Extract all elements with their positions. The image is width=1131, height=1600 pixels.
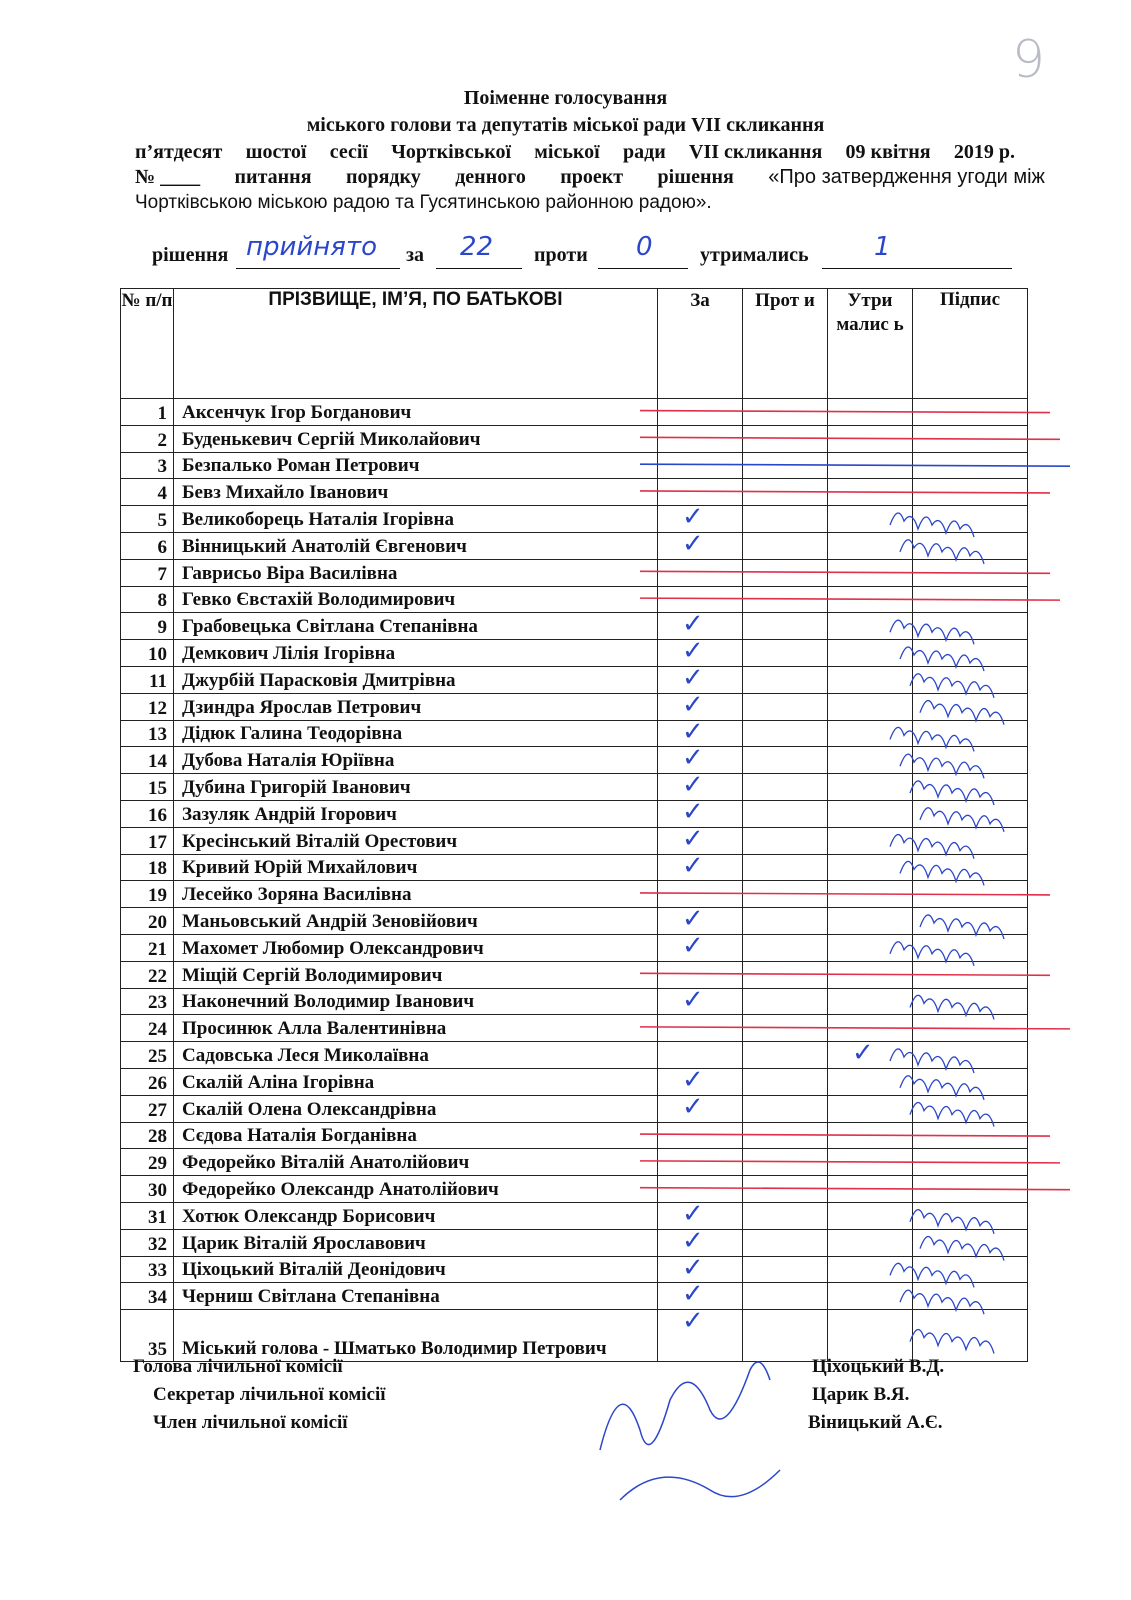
signature-cell — [913, 854, 1028, 881]
row-number: 29 — [121, 1149, 174, 1176]
vote-abstained-cell — [828, 961, 913, 988]
vote-against-cell — [743, 506, 828, 533]
deputy-name: Великоборець Наталія Ігорівна — [174, 506, 658, 533]
row-number: 35 — [121, 1310, 174, 1362]
agenda-word: денного — [455, 166, 526, 188]
row-number: 11 — [121, 666, 174, 693]
document-subtitle: міського голови та депутатів міської ради VII скликання — [306, 114, 825, 136]
header-number: № п/п — [121, 289, 174, 399]
deputy-name: Безпалько Роман Петрович — [174, 452, 658, 479]
vote-against-cell — [743, 425, 828, 452]
vote-abstained-cell — [828, 1283, 913, 1310]
check-mark-icon: ✓ — [682, 930, 704, 961]
vote-abstained-cell — [828, 559, 913, 586]
vote-against-cell — [743, 934, 828, 961]
vote-for-cell — [658, 452, 743, 479]
header-name: ПРІЗВИЩЕ, ІМ’Я, ПО БАТЬКОВІ — [174, 289, 658, 399]
row-number: 10 — [121, 640, 174, 667]
deputy-name: Джурбій Парасковія Дмитрівна — [174, 666, 658, 693]
for-value: 22 — [460, 232, 494, 262]
vote-for-cell — [658, 1149, 743, 1176]
vote-abstained-cell — [828, 399, 913, 426]
check-mark-icon: ✓ — [682, 823, 704, 854]
signature-cell — [913, 988, 1028, 1015]
row-number: 19 — [121, 881, 174, 908]
table-row — [121, 452, 1028, 479]
session-word: сесії — [329, 141, 368, 163]
vote-against-cell — [743, 774, 828, 801]
check-mark-icon: ✓ — [682, 904, 704, 935]
agenda-line — [135, 166, 1045, 189]
row-number: 26 — [121, 1068, 174, 1095]
vote-abstained-cell — [828, 854, 913, 881]
vote-against-cell — [743, 666, 828, 693]
signature-cell — [913, 1042, 1028, 1069]
page-number: 9 — [1012, 30, 1046, 90]
table-row — [121, 479, 1028, 506]
vote-abstained-cell — [828, 827, 913, 854]
row-number: 21 — [121, 934, 174, 961]
table-row — [121, 506, 1028, 533]
signature-cell — [913, 1149, 1028, 1176]
commission-signature — [600, 1362, 780, 1500]
deputy-name: Просинюк Алла Валентинівна — [174, 1015, 658, 1042]
vote-against-cell — [743, 1229, 828, 1256]
vote-against-cell — [743, 881, 828, 908]
deputy-name: Ціхоцький Віталій Деонідович — [174, 1256, 658, 1283]
session-year: 2019 р. — [953, 141, 1015, 163]
row-number: 12 — [121, 693, 174, 720]
vote-abstained-cell — [828, 988, 913, 1015]
vote-abstained-cell — [828, 532, 913, 559]
signature-cell — [913, 399, 1028, 426]
signature-cell — [913, 800, 1028, 827]
row-number: 13 — [121, 720, 174, 747]
vote-abstained-cell — [828, 720, 913, 747]
signature-cell — [913, 774, 1028, 801]
deputy-name: Міщій Сергій Володимирович — [174, 961, 658, 988]
abstained-blank — [822, 268, 1012, 269]
signature-cell — [913, 613, 1028, 640]
session-word: шостої — [245, 141, 307, 163]
vote-abstained-cell — [828, 586, 913, 613]
deputy-name: Бевз Михайло Іванович — [174, 479, 658, 506]
vote-abstained-cell — [828, 1095, 913, 1122]
table-row — [121, 800, 1028, 827]
row-number: 20 — [121, 908, 174, 935]
signature-cell — [913, 559, 1028, 586]
signature-cell — [913, 1095, 1028, 1122]
vote-abstained-cell — [828, 908, 913, 935]
deputy-name: Федорейко Віталій Анатолійович — [174, 1149, 658, 1176]
session-line — [135, 141, 1015, 164]
abstained-label: утримались — [700, 244, 809, 266]
row-number: 2 — [121, 425, 174, 452]
agenda-word: проект — [560, 166, 624, 188]
vote-against-cell — [743, 452, 828, 479]
commission-member-label: Член лічильної комісії — [153, 1412, 348, 1433]
table-row — [121, 1229, 1028, 1256]
table-row — [121, 988, 1028, 1015]
table-row — [121, 1095, 1028, 1122]
table-row — [121, 1202, 1028, 1229]
deputy-name: Вінницький Анатолій Євгенович — [174, 532, 658, 559]
deputy-name: Скалій Олена Олександрівна — [174, 1095, 658, 1122]
document-title: Поіменне голосування — [463, 87, 668, 109]
signature-cell — [913, 720, 1028, 747]
session-word: VII скликання — [689, 141, 823, 163]
check-mark-icon: ✓ — [682, 743, 704, 774]
session-word: ради — [623, 141, 666, 163]
row-number: 1 — [121, 399, 174, 426]
vote-abstained-cell — [828, 693, 913, 720]
vote-for-cell — [658, 528, 743, 559]
row-number: 6 — [121, 532, 174, 559]
vote-against-cell — [743, 827, 828, 854]
signature-cell — [913, 666, 1028, 693]
vote-abstained-cell — [828, 425, 913, 452]
vote-against-cell — [743, 1283, 828, 1310]
session-word: міської — [534, 141, 600, 163]
vote-for-cell — [658, 1122, 743, 1149]
vote-for-cell — [658, 850, 743, 881]
row-number: 24 — [121, 1015, 174, 1042]
check-mark-icon: ✓ — [682, 502, 704, 533]
table-row — [121, 774, 1028, 801]
vote-abstained-cell — [828, 1038, 913, 1069]
table-row — [121, 881, 1028, 908]
row-number: 4 — [121, 479, 174, 506]
deputy-name: Скалій Аліна Ігорівна — [174, 1068, 658, 1095]
decision-blank — [236, 268, 400, 269]
vote-against-cell — [743, 988, 828, 1015]
header-signature: Підпис — [913, 289, 1028, 399]
deputy-name: Демкович Лілія Ігорівна — [174, 640, 658, 667]
signature-cell — [913, 586, 1028, 613]
commission-secretary-label: Секретар лічильної комісії — [153, 1384, 386, 1405]
deputy-name: Гаврисьо Віра Василівна — [174, 559, 658, 586]
against-blank — [598, 268, 688, 269]
agenda-subject-continued: Чортківською міською радою та Гусятинською районною радою». — [135, 192, 712, 213]
check-mark-icon: ✓ — [682, 689, 704, 720]
signature-cell — [913, 934, 1028, 961]
deputy-name: Царик Віталій Ярославович — [174, 1229, 658, 1256]
signature-cell — [913, 961, 1028, 988]
vote-abstained-cell — [828, 506, 913, 533]
check-mark-icon: ✓ — [682, 1306, 704, 1337]
agenda-word: порядку — [345, 166, 421, 188]
vote-against-cell — [743, 532, 828, 559]
vote-abstained-cell — [828, 479, 913, 506]
check-mark-icon: ✓ — [682, 609, 704, 640]
row-number: 5 — [121, 506, 174, 533]
deputy-name: Дубина Григорій Іванович — [174, 774, 658, 801]
table-row — [121, 1310, 1028, 1362]
table-row — [121, 1122, 1028, 1149]
vote-abstained-cell — [828, 774, 913, 801]
row-number: 18 — [121, 854, 174, 881]
vote-for-cell — [658, 399, 743, 426]
check-mark-icon: ✓ — [682, 1279, 704, 1310]
table-row — [121, 1068, 1028, 1095]
table-row — [121, 399, 1028, 426]
vote-against-cell — [743, 613, 828, 640]
table-row — [121, 425, 1028, 452]
table-row — [121, 613, 1028, 640]
deputy-name: Махомет Любомир Олександрович — [174, 934, 658, 961]
vote-abstained-cell — [828, 747, 913, 774]
session-word: Чортківської — [391, 141, 512, 163]
check-mark-icon: ✓ — [682, 1252, 704, 1283]
vote-against-cell — [743, 1068, 828, 1095]
session-date: 09 квітня — [845, 141, 931, 163]
vote-against-cell — [743, 908, 828, 935]
vote-against-cell — [743, 854, 828, 881]
row-number: 8 — [121, 586, 174, 613]
table-row — [121, 1149, 1028, 1176]
table-row — [121, 1283, 1028, 1310]
vote-for-cell — [658, 1091, 743, 1122]
deputy-name: Буденькевич Сергій Миколайович — [174, 425, 658, 452]
vote-against-cell — [743, 961, 828, 988]
deputy-name: Грабовецька Світлана Степанівна — [174, 613, 658, 640]
deputy-name: Дзиндра Ярослав Петрович — [174, 693, 658, 720]
vote-against-cell — [743, 479, 828, 506]
vote-abstained-cell — [828, 1122, 913, 1149]
table-row — [121, 1042, 1028, 1069]
agenda-word: рішення — [657, 166, 734, 188]
row-number: 30 — [121, 1176, 174, 1203]
vote-against-cell — [743, 640, 828, 667]
signature-cell — [913, 1283, 1028, 1310]
decision-label: рішення — [152, 244, 229, 266]
for-label: за — [406, 244, 425, 266]
vote-against-cell — [743, 693, 828, 720]
vote-abstained-cell — [828, 452, 913, 479]
row-number: 17 — [121, 827, 174, 854]
vote-against-cell — [743, 720, 828, 747]
row-number: 34 — [121, 1283, 174, 1310]
vote-for-cell — [658, 984, 743, 1015]
deputy-name: Маньовський Андрій Зеновійович — [174, 908, 658, 935]
deputy-name: Аксенчук Ігор Богданович — [174, 399, 658, 426]
row-number: 22 — [121, 961, 174, 988]
table-row — [121, 559, 1028, 586]
row-number: 15 — [121, 774, 174, 801]
vote-against-cell — [743, 747, 828, 774]
deputy-name: Дідюк Галина Теодорівна — [174, 720, 658, 747]
check-mark-icon: ✓ — [682, 716, 704, 747]
check-mark-icon: ✓ — [682, 636, 704, 667]
vote-against-cell — [743, 1095, 828, 1122]
vote-abstained-cell — [828, 934, 913, 961]
check-mark-icon: ✓ — [682, 770, 704, 801]
vote-for-cell — [658, 1015, 743, 1042]
vote-abstained-cell — [828, 1229, 913, 1256]
table-row — [121, 908, 1028, 935]
deputy-name: Хотюк Олександр Борисович — [174, 1202, 658, 1229]
deputy-name: Черниш Світлана Степанівна — [174, 1283, 658, 1310]
row-number: 7 — [121, 559, 174, 586]
signature-cell — [913, 1015, 1028, 1042]
agenda-number: № ____ — [135, 166, 201, 188]
row-number: 28 — [121, 1122, 174, 1149]
table-row — [121, 586, 1028, 613]
session-word: п’ятдесят — [135, 141, 223, 163]
deputy-name: Садовська Леся Миколаївна — [174, 1042, 658, 1069]
table-row — [121, 747, 1028, 774]
table-row — [121, 1176, 1028, 1203]
row-number: 31 — [121, 1202, 174, 1229]
signature-cell — [913, 881, 1028, 908]
table-row — [121, 640, 1028, 667]
vote-abstained-cell — [828, 1310, 913, 1362]
commission-chair-name: Ціхоцький В.Д. — [812, 1356, 945, 1377]
row-number: 14 — [121, 747, 174, 774]
signature-cell — [913, 452, 1028, 479]
signature-cell — [913, 1122, 1028, 1149]
row-number: 23 — [121, 988, 174, 1015]
decision-value: прийнято — [246, 232, 377, 262]
signature-cell — [913, 1176, 1028, 1203]
deputy-name: Кривий Юрій Михайлович — [174, 854, 658, 881]
vote-abstained-cell — [828, 800, 913, 827]
for-blank — [436, 268, 522, 269]
signature-cell — [913, 532, 1028, 559]
table-header-row — [121, 289, 1028, 399]
deputy-name: Наконечний Володимир Іванович — [174, 988, 658, 1015]
signature-cell — [913, 425, 1028, 452]
row-number: 9 — [121, 613, 174, 640]
row-number: 25 — [121, 1042, 174, 1069]
vote-abstained-cell — [828, 1176, 913, 1203]
signature-cell — [913, 908, 1028, 935]
signature-cell — [913, 479, 1028, 506]
deputy-name: Федорейко Олександр Анатолійович — [174, 1176, 658, 1203]
check-mark-icon: ✓ — [682, 1225, 704, 1256]
vote-against-cell — [743, 1202, 828, 1229]
deputy-name: Зазуляк Андрій Ігорович — [174, 800, 658, 827]
vote-abstained-cell — [828, 640, 913, 667]
signature-cell — [913, 640, 1028, 667]
deputy-name: Міський голова - Шматько Володимир Петрович — [174, 1310, 658, 1362]
signature-cell — [913, 747, 1028, 774]
check-mark-icon: ✓ — [682, 850, 704, 881]
vote-against-cell — [743, 800, 828, 827]
commission-member-name: Віницький А.Є. — [808, 1412, 943, 1433]
against-value: 0 — [636, 232, 653, 262]
table-row — [121, 827, 1028, 854]
signature-cell — [913, 693, 1028, 720]
vote-abstained-cell — [828, 1068, 913, 1095]
commission-secretary-name: Царик В.Я. — [812, 1384, 910, 1405]
vote-against-cell — [743, 1310, 828, 1362]
row-number: 3 — [121, 452, 174, 479]
vote-against-cell — [743, 1176, 828, 1203]
vote-against-cell — [743, 1015, 828, 1042]
table-row — [121, 854, 1028, 881]
vote-abstained-cell — [828, 881, 913, 908]
vote-abstained-cell — [828, 1256, 913, 1283]
signature-cell — [913, 827, 1028, 854]
row-number: 27 — [121, 1095, 174, 1122]
vote-abstained-cell — [828, 613, 913, 640]
agenda-word: питання — [234, 166, 312, 188]
table-row — [121, 1015, 1028, 1042]
vote-against-cell — [743, 1122, 828, 1149]
vote-against-cell — [743, 1256, 828, 1283]
deputy-name: Гевко Євстахій Володимирович — [174, 586, 658, 613]
signature-cell — [913, 506, 1028, 533]
table-row — [121, 666, 1028, 693]
vote-for-cell — [658, 559, 743, 586]
signature-cell — [913, 1229, 1028, 1256]
table-row — [121, 720, 1028, 747]
check-mark-icon: ✓ — [682, 1091, 704, 1122]
signature-cell — [913, 1202, 1028, 1229]
vote-for-cell — [658, 930, 743, 961]
table-row — [121, 934, 1028, 961]
signature-cell — [913, 1310, 1028, 1362]
vote-abstained-cell — [828, 1202, 913, 1229]
row-number: 32 — [121, 1229, 174, 1256]
vote-against-cell — [743, 399, 828, 426]
vote-against-cell — [743, 1042, 828, 1069]
abstained-value: 1 — [874, 232, 891, 262]
check-mark-icon: ✓ — [682, 662, 704, 693]
row-number: 16 — [121, 800, 174, 827]
check-mark-icon: ✓ — [852, 1038, 874, 1069]
table-row — [121, 961, 1028, 988]
table-row — [121, 532, 1028, 559]
vote-for-cell — [658, 1306, 743, 1362]
header-abstained: Утри малис ь — [828, 289, 913, 399]
against-label: проти — [534, 244, 588, 266]
check-mark-icon: ✓ — [682, 1064, 704, 1095]
vote-against-cell — [743, 586, 828, 613]
table-row — [121, 693, 1028, 720]
row-number: 33 — [121, 1256, 174, 1283]
check-mark-icon: ✓ — [682, 796, 704, 827]
agenda-subject: «Про затвердження угоди між — [768, 166, 1045, 188]
check-mark-icon: ✓ — [682, 984, 704, 1015]
signature-cell — [913, 1068, 1028, 1095]
commission-chair-label: Голова лічильної комісії — [133, 1356, 343, 1377]
deputy-name: Кресінський Віталій Орестович — [174, 827, 658, 854]
header-for: За — [658, 289, 743, 399]
vote-against-cell — [743, 1149, 828, 1176]
vote-abstained-cell — [828, 666, 913, 693]
roll-call-table — [120, 288, 1028, 1362]
check-mark-icon: ✓ — [682, 528, 704, 559]
vote-for-cell — [658, 425, 743, 452]
check-mark-icon: ✓ — [682, 1198, 704, 1229]
table-row — [121, 1256, 1028, 1283]
deputy-name: Сєдова Наталія Богданівна — [174, 1122, 658, 1149]
vote-against-cell — [743, 559, 828, 586]
header-against: Прот и — [743, 289, 828, 399]
deputy-name: Лесейко Зоряна Василівна — [174, 881, 658, 908]
vote-abstained-cell — [828, 1149, 913, 1176]
signature-cell — [913, 1256, 1028, 1283]
deputy-name: Дубова Наталія Юріївна — [174, 747, 658, 774]
